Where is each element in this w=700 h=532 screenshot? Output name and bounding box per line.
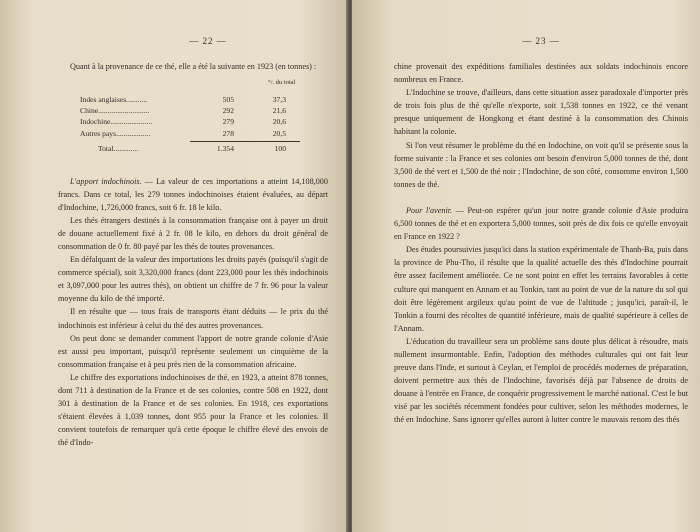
table-cell-percent: 21,6 (272, 105, 286, 115)
table-cell-total-percent: 100 (274, 144, 286, 154)
paragraph (58, 175, 328, 214)
section-heading: Pour l'avenir. (406, 205, 453, 215)
table-cell-origin: Chine........................... (80, 105, 150, 115)
table-cell-percent: 37,3 (272, 94, 286, 104)
paragraph: Des études poursuivies jusqu'ici dans la station expérimentale de Thanh-Ba, puis dans la province de Phu-Tho, il résulte que la qualité actuelle des thés d'Indochine pourrait être assez facilement améliorée. Ce ne sont point en effet les terrains favorables à cette culture qui manquent en Annam et au Tonkin, tant au point de vue de la nature du sol qui doit être légèrement argileux qu'au point de vue de l'altitude ; jusqu'ici, paraît-il, le Tonkin a fourni des récoltes de quantité inférieure, mais de qualité supérieure à celles de l'Annam. (394, 245, 688, 333)
page-number: — 23 — (522, 36, 560, 46)
right-page (352, 0, 700, 532)
table-column-header: °/. du total (268, 79, 296, 87)
tea-origin-table (80, 77, 328, 154)
table-cell-total-label: Total............. (98, 144, 139, 154)
table-cell-percent: 20,5 (272, 128, 286, 138)
table-cell-tonnes: 292 (222, 105, 234, 115)
table-cell-tonnes: 279 (222, 117, 234, 127)
page-number: — 22 — (189, 36, 227, 46)
table-row (80, 94, 328, 105)
paragraph-text: — La valeur de ces importations a atteint 14,108,000 francs. Dans ce total, les 279 tonnes indochinoises étaient évaluées, au départ d'Indochine, 1,726,000 francs, soit 6 fr. 18 le kilo. (58, 176, 328, 212)
table-cell-origin: Autres pays.................. (80, 128, 151, 138)
paragraph: L'Indochine se trouve, d'ailleurs, dans cette situation assez paradoxale d'importer près de trois fois plus de thé qu'elle n'exporte, soit 1,538 tonnes en 1922, ce thé venant presque uniquement de Hongkong et étant destiné à la consommation des Chinois habitant la colonie. (394, 88, 688, 137)
table-cell-total-tonnes: 1.354 (216, 144, 234, 154)
table-cell-origin: Indochine...................... (80, 117, 153, 127)
table-divider (190, 141, 300, 142)
paragraph: Quant à la provenance de ce thé, elle a été la suivante en 1923 (en tonnes) : (70, 62, 317, 71)
paragraph: Le chiffre des exportations indochinoises de thé, en 1923, a atteint 878 tonnes, dont 711 à destination de la France et de ses colonies, contre 508 en 1922, dont 301 à destination de la France et de ses colonies. En 1918, ces exportations s'étaient élevées à 1,039 tonnes, dont 955 pour la France et les colonies. Il convient toutefois de remarquer qu'à cette époque le chiffre élevé des envois de thé d'Indo- (58, 372, 328, 448)
section-heading: L'apport indochinois. (70, 176, 142, 186)
table-total-row (80, 143, 328, 154)
table-cell-tonnes: 278 (222, 128, 234, 138)
left-page (0, 0, 348, 532)
paragraph: En défalquant de la valeur des importations les droits payés (puisqu'il s'agit de commerce spécial), soit 3,320,000 francs (dont 223,000 pour les thés indochinois et 3,097,000 pour les autres thés), on obtient un chiffre de 7 fr. 96 pour la valeur moyenne du kilo de thé importé. (58, 255, 328, 304)
table-cell-tonnes: 505 (222, 94, 234, 104)
spacer (58, 155, 328, 175)
table-cell-origin: Indes anglaises........... (80, 94, 148, 104)
table-cell-percent: 20,6 (272, 117, 286, 127)
paragraph: Si l'on veut résumer le problème du thé en Indochine, on voit qu'il se présente sous la forme suivante : la France et ses colonies ont besoin d'environ 5,000 tonnes de thé, dont 3,500 de thé vert et 1,500 de thé noir ; l'Indochine, de son côté, consomme environ 1,500 tonnes de thé. (394, 140, 688, 189)
paragraph (394, 204, 688, 243)
paragraph: L'éducation du travailleur sera un problème sans doute plus délicat à résoudre, mais nullement insurmontable. Enfin, l'adoption des méthodes culturales qui ont fait leur preuve dans l'Inde, et surtout à Ceylan, et l'emploi de procédés modernes de préparation, doivent permettre aux thés de l'Indochine, favorisés déjà par l'absence de droits de douane à l'entrée en France, de conquérir progressivement le marché national. C'est le but visé par les sociétés récemment fondées pour cultiver, selon les méthodes modernes, le thé en Indochine. Sans ignorer qu'elles auront à lutter contre le mauvais renom des thés (394, 336, 688, 425)
paragraph: Les thés étrangers destinés à la consommation française ont à payer un droit de douane actuellement fixé à 2 fr. 08 le kilo, en dehors du droit général de consommation de 0 fr. 80 payé par les thés de toutes provenances. (58, 215, 328, 251)
table-row (80, 128, 328, 139)
spacer (394, 191, 688, 204)
paragraph: On peut donc se demander comment l'apport de notre grande colonie d'Asie est aussi peu important, puisqu'il représente seulement un cinquième de la consommation française et à peu près rien de la consommation africaine. (58, 333, 328, 369)
paragraph: Il en résulte que — tous frais de transports étant déduits — le prix du thé indochinois est inférieur à celui du thé des autres provenances. (58, 307, 328, 330)
paragraph-text: — Peut-on espérer qu'un jour notre grande colonie d'Asie produira 6,500 tonnes de thé et en exportera 5,000 tonnes, soit près de dix fois ce qu'elle envoyait en France en 1922 ? (394, 205, 688, 242)
paragraph: chine provenait des expéditions familiales destinées aux soldats indochinois encore nombreux en France. (394, 62, 688, 85)
table-row (80, 105, 328, 116)
table-row (80, 116, 328, 127)
